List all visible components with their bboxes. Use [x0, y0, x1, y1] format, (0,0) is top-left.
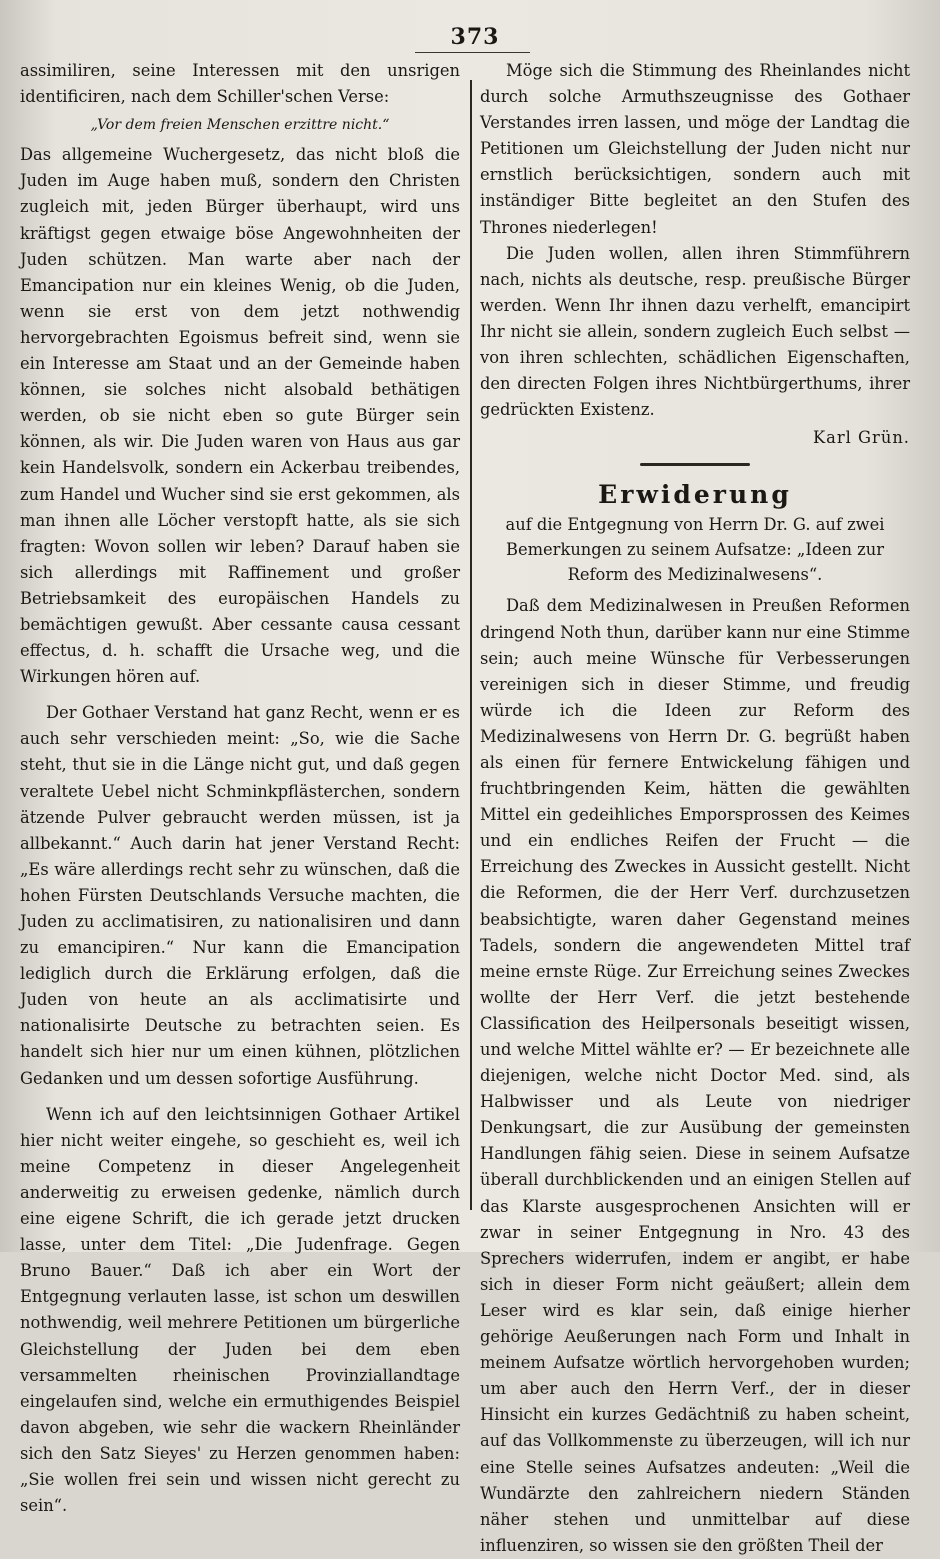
right-paragraph-1: Möge sich die Stimmung des Rheinlandes nicht durch solche Armuthszeugnisse des Gothaer Verstandes irren lassen, und möge der Landtag die Petitionen um Gleichstellung der Juden nicht nur ernstlich berücksichtigen, sondern auch mit inständiger Bitte begleitet an den Stufen des Thrones niederlegen! — [480, 61, 910, 237]
section-separator — [640, 463, 750, 466]
section-subheading: auf die Entgegnung von Herrn Dr. G. auf zwei Bemerkungen zu seinem Aufsatze: „Ideen zur Reform des Medizinalwesens“. — [505, 515, 885, 585]
page-number-rule — [415, 52, 530, 53]
right-column — [480, 58, 910, 1559]
left-paragraph-3: Der Gothaer Verstand hat ganz Recht, wenn er es auch sehr verschieden meint: „So, wie die Sache steht, thut sie in die Länge nicht gut, und daß gegen veraltete Uebel nicht Schminkpflästerchen, sondern ätzende Pulver gebraucht werden müssen, ist ja allbekannt.“ Auch darin hat jener Verstand Recht: „Es wäre allerdings recht sehr zu wünschen, daß die hohen Fürsten Deutschlands Versuche machten, die Juden zu acclimatisiren, zu nationalisiren und dann zu emancipiren.“ Nur kann die Emancipation lediglich durch die Erklärung erfolgen, daß die Juden von heute an als acclimatisirte und nationalisirte Deutsche zu betrachten seien. Es handelt sich hier nur um einen kühnen, plötzlichen Gedanken und um dessen sofortige Ausführung. — [20, 703, 460, 1088]
section-heading: Erwiderung — [598, 480, 792, 510]
page-number: 373 — [450, 24, 500, 50]
author-signature: Karl Grün. — [813, 428, 910, 448]
left-paragraph-2: Das allgemeine Wuchergesetz, das nicht bloß die Juden im Auge haben muß, sondern den Christen zugleich mit, jeden Bürger überhaupt, wird uns kräftigst gegen etwaige böse Angewohnheiten der Juden schützen. Man warte aber nach der Emancipation nur ein kleines Wenig, ob die Juden, wenn sie erst von dem jetzt nothwendig hervorgebrachten Egoismus befreit sind, wenn sie ein Interesse am Staat und an der Gemeinde haben können, sie solches nicht alsobald bethätigen werden, ob sie nicht eben so gute Bürger sein können, als wir. Die Juden waren von Haus aus gar kein Handelsvolk, sondern ein Ackerbau treibendes, zum Handel und Wucher sind sie erst gekommen, als man ihnen alle Löcher verstopft hatte, als sie sich fragten: Wovon sollen wir leben? Darauf haben sie sich allerdings mit Raffinement und großer Betriebsamkeit des europäischen Handels zu bemächtigen gewußt. Aber cessante causa cessant effectus, d. h. schafft die Ursache weg, und die Wirkungen hören auf. — [20, 145, 460, 687]
left-paragraph-4: Wenn ich auf den leichtsinnigen Gothaer Artikel hier nicht weiter eingehe, so geschieht es, weil ich meine Competenz in dieser Angelegenheit anderweitig zu erweisen gedenke, nämlich durch eine eigene Schrift, die ich gerade jetzt drucken lasse, unter dem Titel: „Die Judenfrage. Gegen Bruno Bauer.“ Daß ich aber ein Wort der Entgegnung verlauten lasse, ist schon um deswillen nothwendig, weil mehrere Petitionen um bürgerliche Gleichstellung der Juden bei dem eben versammelten rheinischen Provinziallandtage eingelaufen sind, welche ein ermuthigendes Beispiel davon abgeben, wie sehr die wackern Rheinländer sich den Satz Sieyes' zu Herzen genommen haben: „Sie wollen frei sein und wissen nicht gerecht zu sein“. — [20, 1104, 460, 1516]
right-paragraph-3: Daß dem Medizinalwesen in Preußen Reformen dringend Noth thun, darüber kann nur eine Stimme sein; auch meine Wünsche für Verbesserungen vereinigen sich in dieser Stimme, und freudig würde ich die Ideen zur Reform des Medizinalwesens von Herrn Dr. G. begrüßt haben als einen für fernere Entwickelung fähigen und fruchtbringenden Keim, hätten die gewählten Mittel ein gedeihliches Emporsprossen des Keimes und ein endliches Reifen der Frucht — die Erreichung des Zweckes in Aussicht gestellt. Nicht die Reformen, die der Herr Verf. durchzusetzen beabsichtigte, waren daher Gegenstand meines Tadels, sondern die angewendeten Mittel traf meine ernste Rüge. Zur Erreichung seines Zweckes wollte der Herr Verf. die jetzt bestehende Classification des Heilpersonals beseitigt wissen, und welche Mittel wählte er? — Er bezeichnete alle diejenigen, welche nicht Doctor Med. sind, als Halbwisser und als Leute von niedriger Denkungsart, die zur Ausübung der gemeinsten Handlungen fähig seien. Diese in seinem Aufsatze überall durchblickenden und an einigen Stellen auf das Klarste ausgesprochenen Ansichten will er zwar in seiner Entgegnung in Nro. 43 des Sprechers widerrufen, indem er angibt, er habe sich in dieser Form nicht geäußert; allein dem Leser wird es klar sein, daß einige hierher gehörige Aeußerungen nach Form und Inhalt in meinem Aufsatze wörtlich hervorgehoben wurden; um aber auch den Herrn Verf., der in dieser Hinsicht ein kurzes Gedächtniß zu haben scheint, auf das Vollkommenste zu überzeugen, will ich nur eine Stelle seines Aufsatzes andeuten: „Weil die Wundärzte den zahlreichern niedern Ständen näher stehen und unmittelbar auf diese influenziren, so wissen sie den größten Theil der — [480, 596, 910, 1555]
schiller-quote: „Vor dem freien Menschen erzittre nicht.“ — [90, 117, 390, 134]
left-paragraph-1: assimiliren, seine Interessen mit den unsrigen identificiren, nach dem Schiller'schen Verse: — [20, 61, 460, 107]
right-paragraph-2: Die Juden wollen, allen ihren Stimmführern nach, nichts als deutsche, resp. preußische Bürger werden. Wenn Ihr ihnen dazu verhelft, emancipirt Ihr nicht sie allein, sondern zugleich Euch selbst — von ihren schlechten, schädlichen Eigenschaften, den directen Folgen ihres Nichtbürgerthums, ihrer gedrückten Existenz. — [480, 243, 910, 420]
left-column — [20, 58, 460, 1519]
column-divider — [470, 80, 472, 1210]
